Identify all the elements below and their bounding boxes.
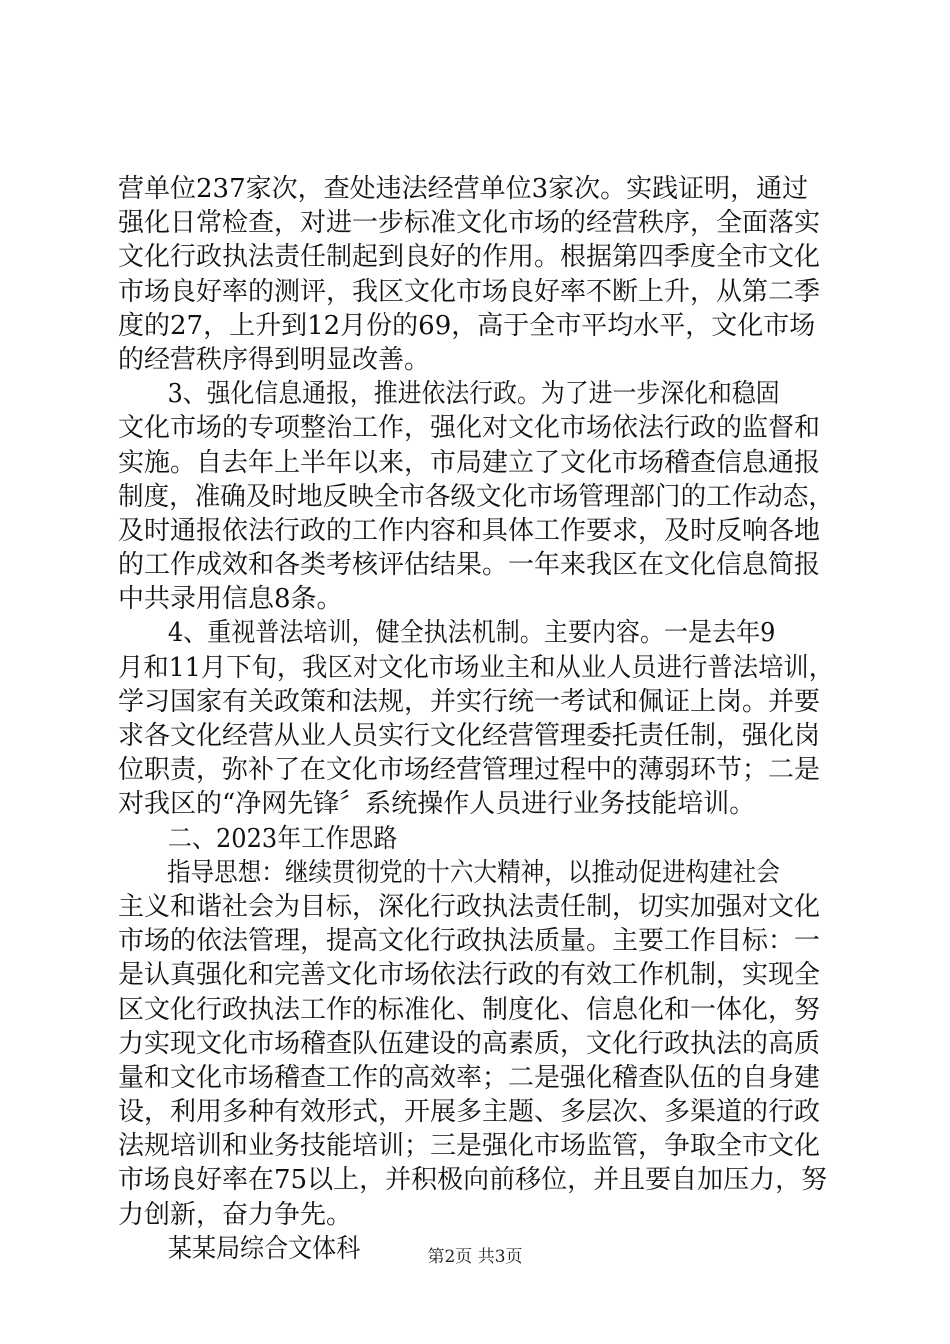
text-line: 某某局综合文体科: [167, 1233, 361, 1264]
page-footer: 第2页 共3页: [427, 1247, 523, 1267]
text-line: 强化日常检查，对进一步标准文化市场的经营秩序，全面落实: [118, 208, 821, 239]
text-line: 月和11月下旬，我区对文化市场业主和从业人员进行普法培训，: [118, 652, 835, 683]
text-line: 市场良好率在75以上，并积极向前移位，并且要自加压力，努: [118, 1165, 828, 1196]
text-line: 中共录用信息8条。: [118, 584, 343, 615]
text-line: 市场的依法管理，提高文化行政执法质量。主要工作目标：一: [118, 926, 821, 957]
text-line: 3、强化信息通报，推进依法行政。为了进一步深化和稳固: [167, 379, 780, 410]
text-line: 制度，准确及时地反映全市各级文化市场管理部门的工作动态，: [118, 481, 835, 512]
text-line: 市场良好率的测评，我区文化市场良好率不断上升，从第二季: [118, 276, 821, 307]
text-line: 位职责，弥补了在文化市场经营管理过程中的薄弱环节；二是: [118, 755, 821, 786]
text-line: 法规培训和业务技能培训；三是强化市场监管，争取全市文化: [118, 1131, 821, 1162]
text-line: 设，利用多种有效形式，开展多主题、多层次、多渠道的行政: [118, 1097, 821, 1128]
text-line: 文化市场的专项整治工作，强化对文化市场依法行政的监督和: [118, 413, 821, 444]
text-line: 是认真强化和完善文化市场依法行政的有效工作机制，实现全: [118, 960, 821, 991]
text-line: 及时通报依法行政的工作内容和具体工作要求，及时反响各地: [118, 515, 821, 546]
text-line: 力创新，奋力争先。: [118, 1199, 353, 1230]
text-line: 量和文化市场稽查工作的高效率；二是强化稽查队伍的自身建: [118, 1062, 821, 1093]
text-line: 实施。自去年上半年以来，市局建立了文化市场稽查信息通报: [118, 447, 821, 478]
text-line: 营单位237家次，查处违法经营单位3家次。实践证明，通过: [118, 174, 809, 204]
text-line: 文化行政执法责任制起到良好的作用。根据第四季度全市文化: [118, 242, 821, 273]
text-line: 区文化行政执法工作的标准化、制度化、信息化和一体化，努: [118, 994, 821, 1025]
document-body: [118, 172, 834, 1266]
text-line: 主义和谐社会为目标，深化行政执法责任制，切实加强对文化: [118, 891, 821, 922]
text-line: 学习国家有关政策和法规，并实行统一考试和佩证上岗。并要: [118, 686, 821, 717]
text-line: 4、重视普法培训，健全执法机制。主要内容。一是去年9: [167, 618, 776, 649]
text-line: 求各文化经营从业人员实行文化经营管理委托责任制，强化岗: [118, 721, 821, 751]
text-line: 对我区的“净网先锋〞系统操作人员进行业务技能培训。: [118, 789, 756, 820]
text-line: 度的27，上升到12月份的69，高于全市平均水平，文化市场: [118, 310, 816, 341]
text-line: 指导思想：继续贯彻党的十六大精神，以推动促进构建社会: [166, 857, 780, 888]
text-line: 的工作成效和各类考核评估结果。一年来我区在文化信息简报: [118, 550, 821, 581]
text-line: 的经营秩序得到明显改善。: [118, 344, 431, 375]
text-line: 二、2023年工作思路: [167, 823, 398, 854]
text-line: 力实现文化市场稽查队伍建设的高素质，文化行政执法的高质: [118, 1028, 821, 1059]
